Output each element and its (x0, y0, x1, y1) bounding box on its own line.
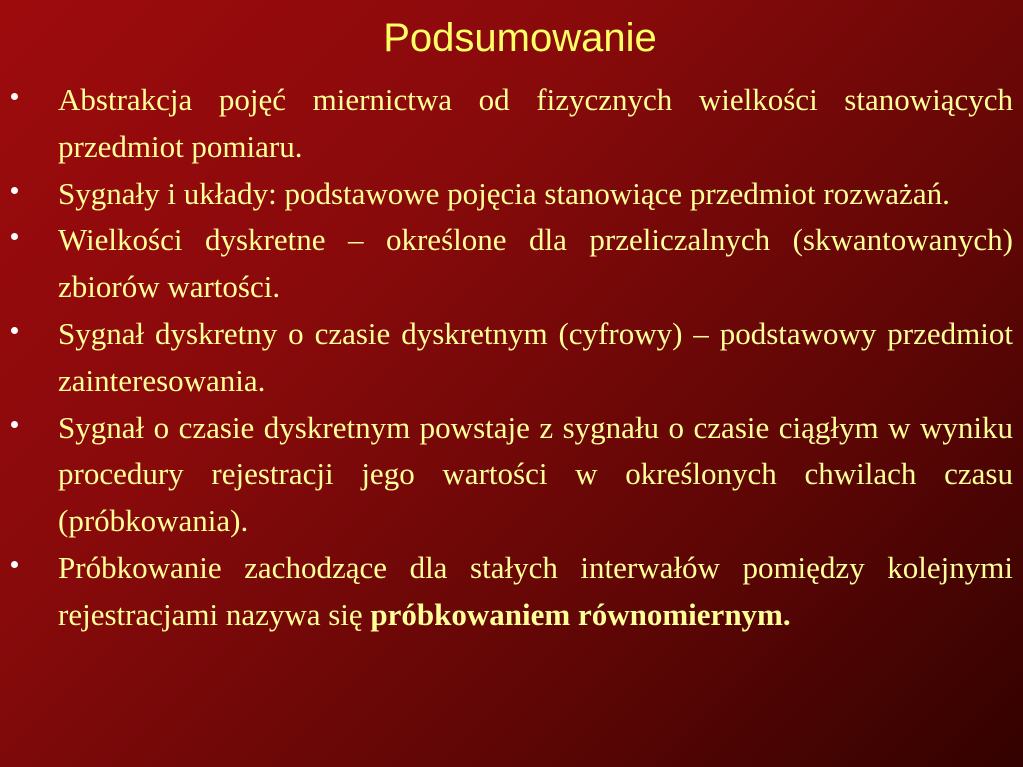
bullet-item (0, 545, 1023, 639)
bullet-text-plain: Próbkowanie zachodzące dla stałych interwałów pomiędzy kolejnymi rejestracjami nazywa się (58, 549, 1013, 632)
bullet-text: Sygnały i układy: podstawowe pojęcia stanowiące przedmiot rozważań. (58, 175, 950, 211)
bullet-text: Sygnał dyskretny o czasie dyskretnym (cyfrowy) – podstawowy przedmiot zainteresowania. (58, 315, 1013, 398)
bullet-item (0, 311, 1023, 405)
bullet-text: Abstrakcja pojęć miernictwa od fizycznych wielkości stanowiących przedmiot pomiaru. (58, 82, 1013, 164)
bullet-dot-icon (11, 561, 18, 568)
bullet-item (0, 217, 1023, 311)
bullet-text (58, 545, 1013, 639)
bullet-text-emphasis: próbkowaniem równomiernym. (370, 596, 791, 632)
bullet-text: Wielkości dyskretne – określone dla przeliczalnych (skwantowanych) zbiorów wartości. (58, 222, 1013, 305)
bullet-item (0, 77, 1023, 171)
bullet-dot-icon (11, 187, 18, 194)
bullet-dot-icon (11, 421, 18, 428)
slide-title: Podsumowanie (383, 16, 657, 60)
bullet-dot-icon (11, 327, 18, 334)
bullet-item (0, 171, 1023, 218)
bullet-dot-icon (11, 93, 18, 100)
bullet-list (0, 77, 1023, 639)
bullet-text: Sygnał o czasie dyskretnym powstaje z sygnału o czasie ciągłym w wyniku procedury rejestracji jego wartości w określonych chwilach czasu (próbkowania). (58, 409, 1013, 539)
bullet-dot-icon (11, 233, 18, 240)
bullet-item (0, 405, 1023, 545)
